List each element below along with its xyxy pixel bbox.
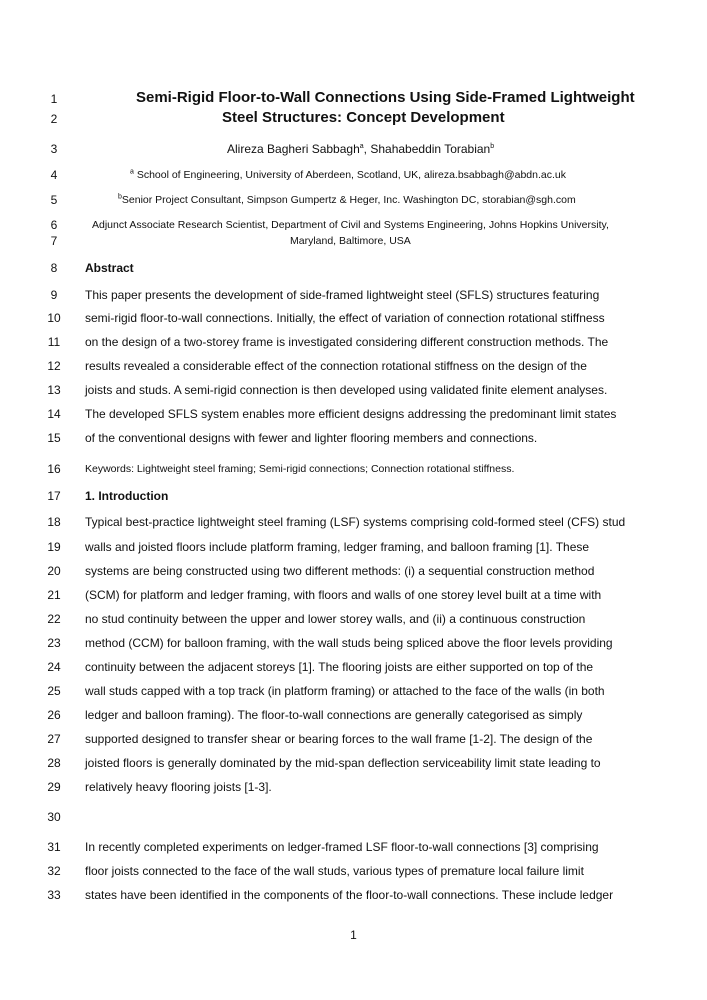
line-number: 24 xyxy=(47,660,61,674)
affiliation-marker: a xyxy=(359,143,364,150)
line-number: 33 xyxy=(47,888,61,902)
affiliation-b xyxy=(118,194,576,206)
line-number: 11 xyxy=(47,335,61,349)
line-number: 18 xyxy=(47,515,61,529)
abstract-line: This paper presents the development of side-framed lightweight steel (SFLS) structures featuring xyxy=(85,288,600,302)
affiliation-marker: a xyxy=(130,168,134,176)
abstract-line: joists and studs. A semi-rigid connection is then developed using validated finite element analyses. xyxy=(85,383,608,397)
line-number: 16 xyxy=(47,462,61,476)
body-line: continuity between the adjacent storeys [1]. The flooring joists are either supported on top of the xyxy=(85,660,594,674)
page-number: 1 xyxy=(350,928,357,942)
author-name: Shahabeddin Torabian xyxy=(370,142,491,156)
line-number: 22 xyxy=(47,612,61,626)
line-number: 6 xyxy=(50,218,58,232)
abstract-line: semi-rigid floor-to-wall connections. Initially, the effect of variation of connection rotational stiffness xyxy=(85,311,605,325)
line-number: 4 xyxy=(50,168,58,182)
line-number: 29 xyxy=(47,780,61,794)
line-number: 12 xyxy=(47,359,61,373)
body-line: supported designed to transfer shear or bearing forces to the wall frame [1-2]. The design of the xyxy=(85,732,593,746)
line-number: 8 xyxy=(50,261,58,275)
body-line: Typical best-practice lightweight steel framing (LSF) systems comprising cold-formed steel (CFS) stud xyxy=(85,515,626,529)
line-number: 21 xyxy=(47,588,61,602)
line-number: 31 xyxy=(47,840,61,854)
affiliation-c-line-1: Adjunct Associate Research Scientist, Department of Civil and Systems Engineering, Johns Hopkins University, xyxy=(92,219,609,231)
keywords: Keywords: Lightweight steel framing; Semi-rigid connections; Connection rotational stiffness. xyxy=(85,463,515,475)
line-number: 25 xyxy=(47,684,61,698)
paper-title-line-1: Semi-Rigid Floor-to-Wall Connections Using Side-Framed Lightweight xyxy=(136,89,635,106)
line-number: 1 xyxy=(50,92,58,106)
section-heading-introduction: 1. Introduction xyxy=(85,489,169,503)
body-line: (SCM) for platform and ledger framing, with floors and walls of one storey level built at a time with xyxy=(85,588,602,602)
line-number: 7 xyxy=(50,234,58,248)
body-line: method (CCM) for balloon framing, with the wall studs being spliced above the floor levels providing xyxy=(85,636,613,650)
author-separator: , xyxy=(363,142,371,156)
author-list xyxy=(227,142,494,156)
abstract-line: of the conventional designs with fewer and lighter flooring members and connections. xyxy=(85,431,538,445)
body-line: joisted floors is generally dominated by the mid-span deflection serviceability limit state leading to xyxy=(85,756,601,770)
abstract-line: on the design of a two-storey frame is investigated considering different construction methods. The xyxy=(85,335,609,349)
line-number: 20 xyxy=(47,564,61,578)
body-line: relatively heavy flooring joists [1-3]. xyxy=(85,780,272,794)
line-number: 30 xyxy=(47,810,61,824)
line-number: 5 xyxy=(50,193,58,207)
paper-title-line-2: Steel Structures: Concept Development xyxy=(222,109,505,126)
line-number: 17 xyxy=(47,489,61,503)
line-number: 15 xyxy=(47,431,61,445)
line-number: 14 xyxy=(47,407,61,421)
affiliation-marker: b xyxy=(118,193,122,201)
line-number: 3 xyxy=(50,142,58,156)
affiliation-text: School of Engineering, University of Aberdeen, Scotland, UK, alireza.bsabbagh@abdn.ac.uk xyxy=(133,169,566,181)
body-line: no stud continuity between the upper and lower storey walls, and (ii) a continuous construction xyxy=(85,612,586,626)
body-line: In recently completed experiments on ledger-framed LSF floor-to-wall connections [3] comprising xyxy=(85,840,599,854)
line-number: 10 xyxy=(47,311,61,325)
line-number: 26 xyxy=(47,708,61,722)
body-line: floor joists connected to the face of the wall studs, various types of premature local failure limit xyxy=(85,864,584,878)
body-line: ledger and balloon framing). The floor-to-wall connections are generally categorised as simply xyxy=(85,708,583,722)
body-line: states have been identified in the components of the floor-to-wall connections. These include ledger xyxy=(85,888,614,902)
line-number: 32 xyxy=(47,864,61,878)
abstract-heading: Abstract xyxy=(85,261,134,275)
line-number: 23 xyxy=(47,636,61,650)
author-name: Alireza Bagheri Sabbagh xyxy=(227,142,360,156)
abstract-line: results revealed a considerable effect of the connection rotational stiffness on the design of the xyxy=(85,359,587,373)
line-number: 13 xyxy=(47,383,61,397)
line-number: 28 xyxy=(47,756,61,770)
body-line: systems are being constructed using two different methods: (i) a sequential construction method xyxy=(85,564,595,578)
abstract-line: The developed SFLS system enables more efficient designs addressing the predominant limit states xyxy=(85,407,617,421)
line-number: 19 xyxy=(47,540,61,554)
affiliation-marker: b xyxy=(490,143,495,150)
affiliation-a xyxy=(130,169,566,181)
line-number: 27 xyxy=(47,732,61,746)
affiliation-text: Senior Project Consultant, Simpson Gumpertz & Heger, Inc. Washington DC, storabian@sgh.com xyxy=(121,194,576,206)
body-line: walls and joisted floors include platform framing, ledger framing, and balloon framing [1]. These xyxy=(85,540,590,554)
line-number: 2 xyxy=(50,112,58,126)
line-number: 9 xyxy=(50,288,58,302)
body-line: wall studs capped with a top track (in platform framing) or attached to the face of the walls (in both xyxy=(85,684,605,698)
affiliation-c-line-2: Maryland, Baltimore, USA xyxy=(290,235,411,247)
